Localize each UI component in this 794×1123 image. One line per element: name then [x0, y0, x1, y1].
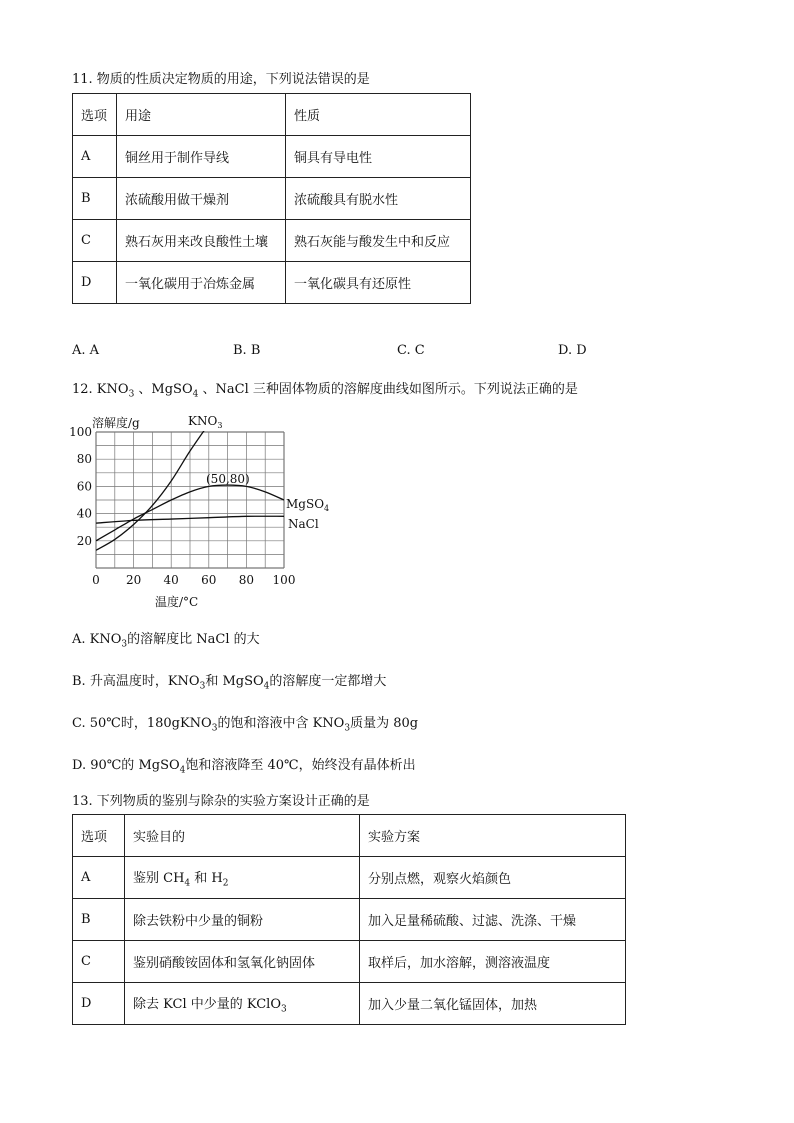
- table-header: 性质: [286, 94, 471, 136]
- table-row: [73, 136, 471, 178]
- chart-labels: [70, 414, 329, 609]
- series-label-nacl: NaCl: [288, 517, 319, 531]
- table-cell: 浓硫酸用做干燥剂: [117, 178, 286, 220]
- cell-sub: 3: [281, 1004, 287, 1015]
- table-header: 用途: [117, 94, 286, 136]
- option-text: A. KNO: [72, 632, 122, 647]
- option-sub: 3: [344, 723, 351, 734]
- q12-title-part: 12. KNO: [72, 382, 129, 397]
- table-row: [73, 857, 626, 899]
- x-tick-label: 80: [238, 573, 255, 587]
- series-label-kno3: $KNO_3$: [188, 414, 223, 430]
- option-sub: 4: [179, 765, 186, 776]
- q12-title-part: 、NaCl 三种固体物质的溶解度曲线如图所示。下列说法正确的是: [198, 382, 578, 397]
- q13-title: 13. 下列物质的鉴别与除杂的实验方案设计正确的是: [72, 794, 370, 809]
- table-cell: B: [73, 178, 117, 220]
- q11-title: 11. 物质的性质决定物质的用途，下列说法错误的是: [72, 72, 370, 87]
- option-sub: 3: [211, 723, 218, 734]
- table-cell: 除去铁粉中少量的铜粉: [125, 899, 360, 941]
- y-tick-label: 80: [76, 452, 92, 467]
- option-text: 饱和溶液降至 40℃，始终没有晶体析出: [185, 758, 416, 773]
- cell-sub: 2: [222, 878, 229, 889]
- q12-option-a: [72, 628, 260, 650]
- table-row: [73, 220, 471, 262]
- x-tick-label: 60: [201, 573, 217, 587]
- table-row: [73, 262, 471, 304]
- option-text: 的溶解度比 NaCl 的大: [127, 632, 260, 647]
- x-tick-label: 20: [125, 573, 142, 587]
- q12-title: [72, 378, 578, 400]
- series-label-mgso4: MgSO$_4$: [286, 497, 330, 513]
- cell-sub: 4: [184, 878, 191, 889]
- table-cell: A: [73, 136, 117, 178]
- table-header: 选项: [73, 94, 117, 136]
- chart-grid: [96, 432, 284, 568]
- table-row: [73, 899, 626, 941]
- y-axis-label: 溶解度/g: [92, 416, 140, 430]
- table-cell: 一氧化碳具有还原性: [286, 262, 471, 304]
- table-row: [73, 941, 626, 983]
- table-cell: D: [73, 983, 125, 1025]
- q12-title-sub: 4: [192, 389, 199, 400]
- solubility-chart: [70, 408, 340, 614]
- table-header: 选项: [73, 815, 125, 857]
- cell-text: 鉴别 CH: [133, 870, 185, 886]
- table-cell: 加入少量二氧化锰固体，加热: [360, 983, 626, 1025]
- q12-title-sub: 3: [128, 389, 135, 400]
- table-cell: B: [73, 899, 125, 941]
- table-cell: C: [73, 941, 125, 983]
- table-cell: 熟石灰用来改良酸性土壤: [117, 220, 286, 262]
- table-cell: 一氧化碳用于冶炼金属: [117, 262, 286, 304]
- y-tick-label: 20: [76, 533, 92, 548]
- cell-text: 和 H: [190, 870, 223, 886]
- table-cell: 取样后，加水溶解，测溶液温度: [360, 941, 626, 983]
- q13-table: [72, 814, 626, 1025]
- option-sub: 4: [263, 681, 270, 692]
- option-text: 和 MgSO: [205, 674, 264, 689]
- table-cell: [125, 983, 360, 1025]
- option-text: D. 90℃的 MgSO: [72, 758, 180, 773]
- chart-annotation: (50,80): [206, 472, 250, 486]
- q11-option-d: D. D: [558, 343, 587, 358]
- solubility-chart-svg: [70, 408, 340, 614]
- table-header: 实验目的: [125, 815, 360, 857]
- option-text: C. 50℃时，180gKNO: [72, 716, 212, 731]
- q12-option-d: [72, 754, 416, 776]
- table-cell: D: [73, 262, 117, 304]
- table-cell: 分别点燃，观察火焰颜色: [360, 857, 626, 899]
- option-text: B. 升高温度时，KNO: [72, 674, 200, 689]
- x-tick-label: 100: [272, 573, 296, 587]
- y-tick-label: 100: [70, 425, 92, 439]
- cell-text: 除去 KCl 中少量的 KClO: [133, 996, 281, 1012]
- y-tick-label: 60: [76, 479, 92, 494]
- x-tick-label: 40: [163, 573, 179, 587]
- q11-option-b: B. B: [233, 343, 261, 358]
- q11-option-c: C. C: [397, 343, 425, 358]
- table-row: [73, 178, 471, 220]
- table-cell: 铜丝用于制作导线: [117, 136, 286, 178]
- option-text: 质量为 80g: [350, 716, 419, 731]
- x-tick-label: 0: [92, 573, 100, 587]
- q11-option-a: A. A: [72, 343, 100, 358]
- table-cell: 加入足量稀硫酸、过滤、洗涤、干燥: [360, 899, 626, 941]
- y-tick-label: 40: [76, 506, 92, 521]
- x-axis-label: 温度/°C: [155, 595, 199, 609]
- table-row: [73, 94, 471, 136]
- table-cell: 熟石灰能与酸发生中和反应: [286, 220, 471, 262]
- q12-title-part: 、MgSO: [134, 382, 193, 397]
- table-cell: A: [73, 857, 125, 899]
- option-text: 的饱和溶液中含 KNO: [217, 716, 345, 731]
- option-text: 的溶解度一定都增大: [269, 674, 387, 689]
- option-sub: 3: [199, 681, 206, 692]
- table-cell: C: [73, 220, 117, 262]
- option-sub: 3: [121, 639, 128, 650]
- table-cell: 鉴别硝酸铵固体和氢氧化钠固体: [125, 941, 360, 983]
- q12-option-b: [72, 670, 386, 692]
- table-row: [73, 983, 626, 1025]
- table-cell: [125, 857, 360, 899]
- table-header: 实验方案: [360, 815, 626, 857]
- q11-table: [72, 93, 471, 304]
- table-cell: 铜具有导电性: [286, 136, 471, 178]
- table-row: [73, 815, 626, 857]
- q12-option-c: [72, 712, 418, 734]
- table-cell: 浓硫酸具有脱水性: [286, 178, 471, 220]
